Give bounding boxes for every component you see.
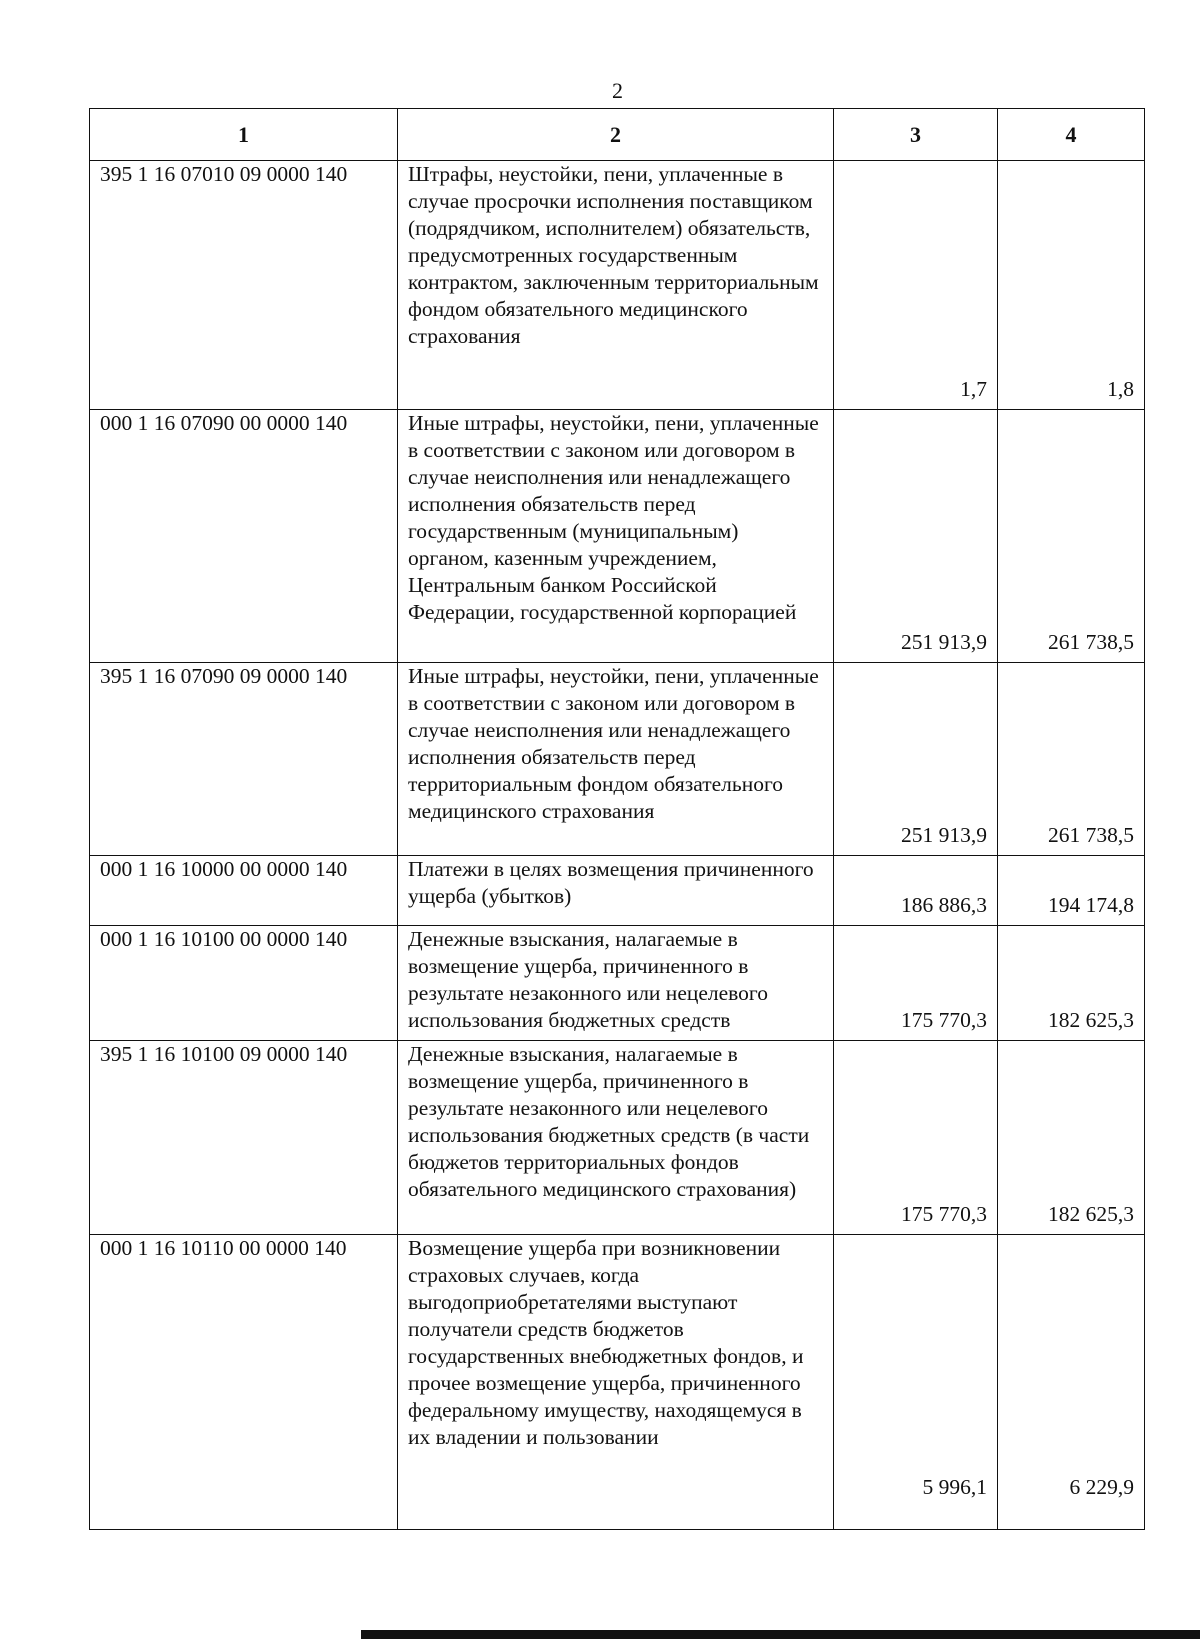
amount-col-3: 1,7 [834, 161, 998, 410]
budget-code: 000 1 16 10110 00 0000 140 [90, 1235, 398, 1530]
scan-edge-rule [361, 1630, 1200, 1639]
table-row [90, 926, 1145, 1041]
budget-code: 395 1 16 10100 09 0000 140 [90, 1041, 398, 1235]
revenue-name: Платежи в целях возмещения причиненного ущерба (убытков) [398, 856, 834, 926]
amount-col-4: 261 738,5 [998, 663, 1145, 856]
budget-code: 395 1 16 07010 09 0000 140 [90, 161, 398, 410]
table-row [90, 410, 1145, 663]
table-row [90, 161, 1145, 410]
page-number: 2 [612, 78, 623, 103]
amount-col-3: 175 770,3 [834, 926, 998, 1041]
table-row [90, 663, 1145, 856]
revenue-name: Денежные взыскания, налагаемые в возмещение ущерба, причиненного в результате незаконного или нецелевого использования бюджетных средств [398, 926, 834, 1041]
amount-col-4: 261 738,5 [998, 410, 1145, 663]
revenue-name: Денежные взыскания, налагаемые в возмещение ущерба, причиненного в результате незаконного или нецелевого использования бюджетных средств (в части бюджетов территориальных фондов обязательного медицинского страхования) [398, 1041, 834, 1235]
amount-col-4: 6 229,9 [998, 1235, 1145, 1530]
amount-col-4: 182 625,3 [998, 926, 1145, 1041]
revenue-name: Штрафы, неустойки, пени, уплаченные в случае просрочки исполнения поставщиком (подрядчиком, исполнителем) обязательств, предусмотренных государственным контрактом, заключенным территориальным фондом обязательного медицинского страхования [398, 161, 834, 410]
budget-code: 395 1 16 07090 09 0000 140 [90, 663, 398, 856]
revenue-name: Иные штрафы, неустойки, пени, уплаченные в соответствии с законом или договором в случае неисполнения или ненадлежащего исполнения обязательств перед территориальным фондом обязательного медицинского страхования [398, 663, 834, 856]
revenue-name: Возмещение ущерба при возникновении страховых случаев, когда выгодоприобретателями выступают получатели средств бюджетов государственных внебюджетных фондов, и прочее возмещение ущерба, причиненного федеральному имуществу, находящемуся в их владении и пользовании [398, 1235, 834, 1530]
budget-revenue-table [89, 108, 1145, 1530]
amount-col-3: 186 886,3 [834, 856, 998, 926]
amount-col-4: 182 625,3 [998, 1041, 1145, 1235]
amount-col-3: 251 913,9 [834, 663, 998, 856]
header-col-2: 2 [398, 109, 834, 161]
amount-col-4: 194 174,8 [998, 856, 1145, 926]
header-col-3: 3 [834, 109, 998, 161]
table-row [90, 1235, 1145, 1530]
table-row [90, 1041, 1145, 1235]
header-col-1: 1 [90, 109, 398, 161]
amount-col-3: 175 770,3 [834, 1041, 998, 1235]
budget-code: 000 1 16 10100 00 0000 140 [90, 926, 398, 1041]
header-row [90, 109, 1145, 161]
header-col-4: 4 [998, 109, 1145, 161]
revenue-name: Иные штрафы, неустойки, пени, уплаченные в соответствии с законом или договором в случае неисполнения или ненадлежащего исполнения обязательств перед государственным (муниципальным) органом, казенным учреждением, Центральным банком Российской Федерации, государственной корпорацией [398, 410, 834, 663]
amount-col-3: 251 913,9 [834, 410, 998, 663]
budget-code: 000 1 16 07090 00 0000 140 [90, 410, 398, 663]
table-row [90, 856, 1145, 926]
amount-col-3: 5 996,1 [834, 1235, 998, 1530]
budget-code: 000 1 16 10000 00 0000 140 [90, 856, 398, 926]
amount-col-4: 1,8 [998, 161, 1145, 410]
